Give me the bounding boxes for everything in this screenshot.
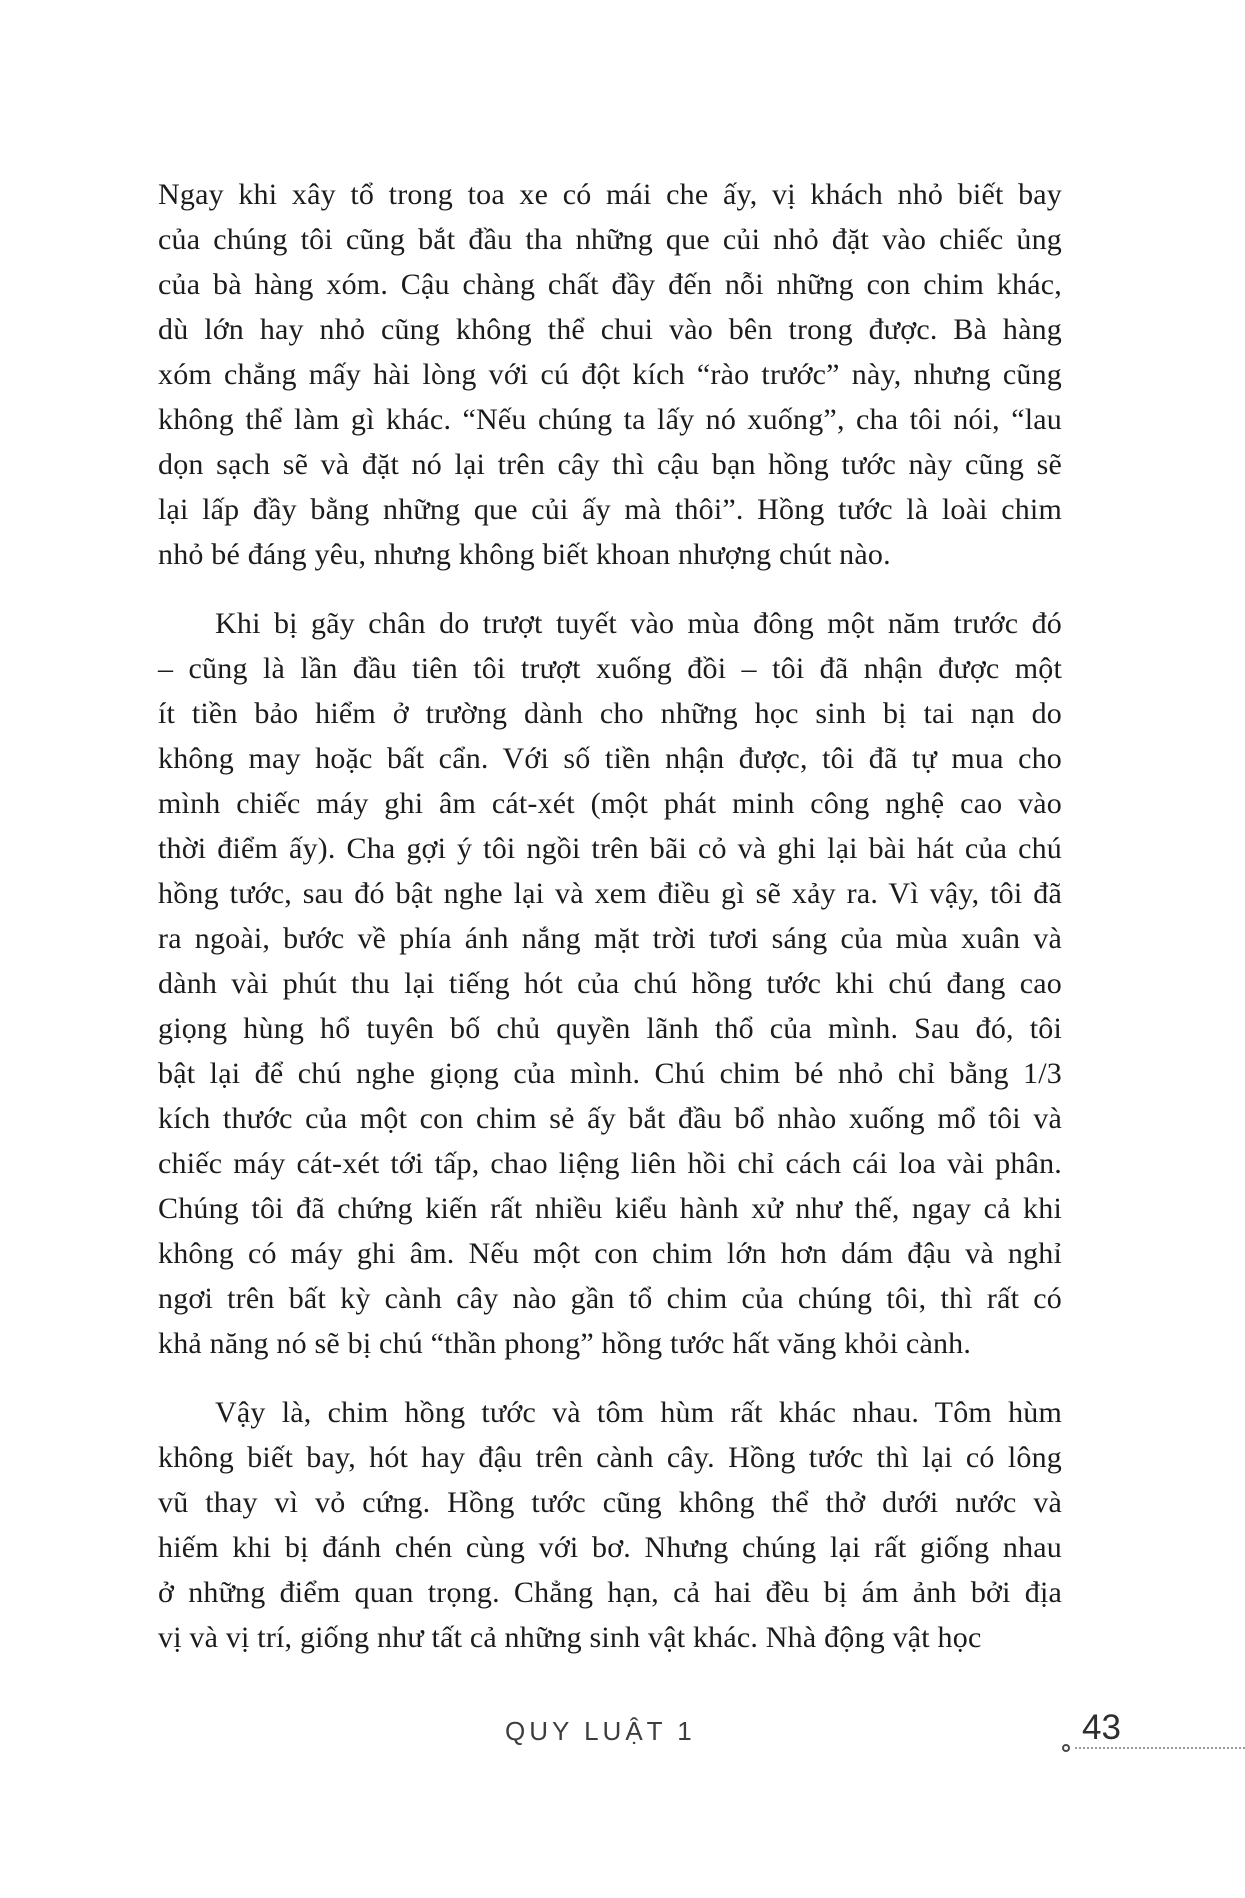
text-line: kích thước của một con chim sẻ ấy bắt đầu bổ nhào xuống mổ tôi và: [158, 1102, 1062, 1135]
text-line: Vậy là, chim hồng tước và tôm hùm rất khác nhau. Tôm hùm: [215, 1396, 1062, 1429]
dotted-leader-line: [1075, 1747, 1245, 1749]
text-line: khả năng nó sẽ bị chú “thần phong” hồng tước hất văng khỏi cành.: [158, 1327, 972, 1360]
paragraph: [158, 601, 1062, 1366]
page-number: 43: [1082, 1708, 1121, 1747]
running-footer-section-label: QUY LUẬT 1: [505, 1716, 696, 1746]
text-line: dọn sạch sẽ và đặt nó lại trên cây thì cậu bạn hồng tước này cũng sẽ: [158, 448, 1062, 481]
text-line: ngơi trên bất kỳ cành cây nào gần tổ chim của chúng tôi, thì rất có: [158, 1282, 1062, 1315]
body-text: [158, 172, 1062, 1660]
text-line: lại lấp đầy bằng những que củi ấy mà thôi”. Hồng tước là loài chim: [158, 493, 1062, 526]
text-line: không may hoặc bất cẩn. Với số tiền nhận được, tôi đã tự mua cho: [158, 742, 1062, 775]
text-line: vũ thay vì vỏ cứng. Hồng tước cũng không thể thở dưới nước và: [158, 1486, 1062, 1519]
text-line: bật lại để chú nghe giọng của mình. Chú chim bé nhỏ chỉ bằng 1/3: [158, 1057, 1062, 1090]
text-line: Khi bị gãy chân do trượt tuyết vào mùa đông một năm trước đó: [215, 607, 1062, 640]
text-line: hiếm khi bị đánh chén cùng với bơ. Nhưng chúng lại rất giống nhau: [158, 1531, 1062, 1564]
text-line: không thể làm gì khác. “Nếu chúng ta lấy nó xuống”, cha tôi nói, “lau: [158, 403, 1062, 436]
text-line: dành vài phút thu lại tiếng hót của chú hồng tước khi chú đang cao: [158, 967, 1062, 1000]
text-line: giọng hùng hổ tuyên bố chủ quyền lãnh thổ của mình. Sau đó, tôi: [158, 1012, 1062, 1045]
text-line: vị và vị trí, giống như tất cả những sinh vật khác. Nhà động vật học: [158, 1621, 982, 1654]
text-line: của chúng tôi cũng bắt đầu tha những que củi nhỏ đặt vào chiếc ủng: [158, 223, 1062, 256]
text-line: ở những điểm quan trọng. Chẳng hạn, cả hai đều bị ám ảnh bởi địa: [158, 1576, 1062, 1609]
text-line: nhỏ bé đáng yêu, nhưng không biết khoan nhượng chút nào.: [158, 538, 891, 571]
text-line: Chúng tôi đã chứng kiến rất nhiều kiểu hành xử như thế, ngay cả khi: [158, 1192, 1062, 1225]
circle-ornament-icon: [1062, 1744, 1070, 1752]
text-line: không có máy ghi âm. Nếu một con chim lớn hơn dám đậu và nghỉ: [158, 1237, 1062, 1270]
text-line: chiếc máy cát-xét tới tấp, chao liệng liên hồi chỉ cách cái loa vài phân.: [158, 1147, 1062, 1180]
text-line: hồng tước, sau đó bật nghe lại và xem điều gì sẽ xảy ra. Vì vậy, tôi đã: [158, 877, 1062, 910]
text-line: xóm chẳng mấy hài lòng với cú đột kích “rào trước” này, nhưng cũng: [158, 358, 1062, 391]
text-line: dù lớn hay nhỏ cũng không thể chui vào bên trong được. Bà hàng: [158, 313, 1062, 346]
text-line: ra ngoài, bước về phía ánh nắng mặt trời tươi sáng của mùa xuân và: [158, 922, 1062, 955]
text-line: – cũng là lần đầu tiên tôi trượt xuống đồi – tôi đã nhận được một: [158, 652, 1062, 685]
text-line: mình chiếc máy ghi âm cát-xét (một phát minh công nghệ cao vào: [158, 787, 1062, 820]
paragraph: [158, 1390, 1062, 1660]
text-line: của bà hàng xóm. Cậu chàng chất đầy đến nỗi những con chim khác,: [158, 268, 1062, 301]
paragraph: [158, 172, 1062, 577]
text-line: không biết bay, hót hay đậu trên cành cây. Hồng tước thì lại có lông: [158, 1441, 1062, 1474]
text-line: Ngay khi xây tổ trong toa xe có mái che ấy, vị khách nhỏ biết bay: [158, 178, 1062, 211]
text-line: ít tiền bảo hiểm ở trường dành cho những học sinh bị tai nạn do: [158, 697, 1062, 730]
text-line: thời điểm ấy). Cha gợi ý tôi ngồi trên bãi cỏ và ghi lại bài hát của chú: [158, 832, 1062, 865]
